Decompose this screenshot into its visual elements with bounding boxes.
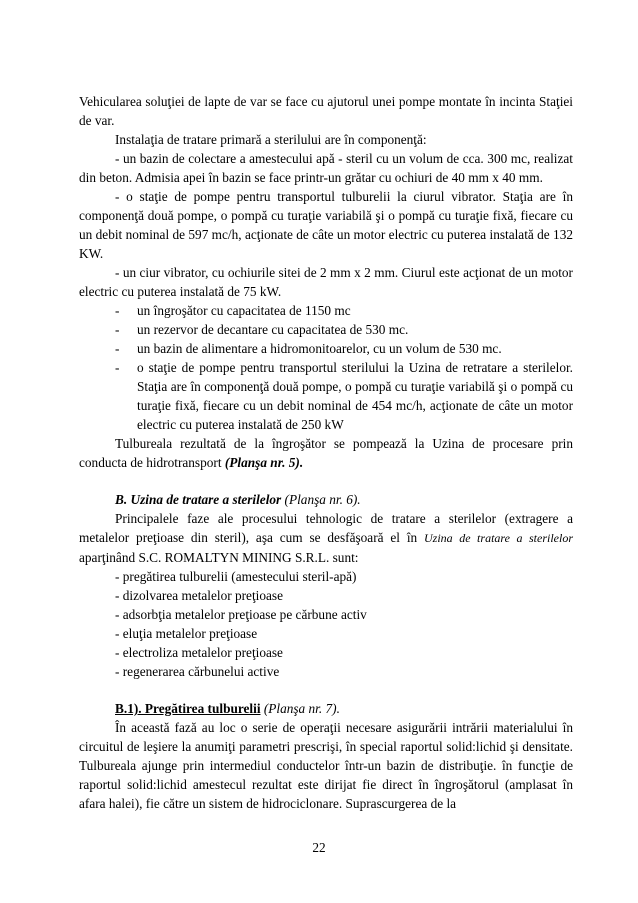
paragraph-vibrating-sieve: - un ciur vibrator, cu ochiurile sitei de 2 mm x 2 mm. Ciurul este acţionat de un motor electric cu puterea instalată de 75 kW. xyxy=(79,265,573,299)
paragraph-intro: Vehicularea soluţiei de lapte de var se face cu ajutorul unei pompe montate în incinta Staţiei de var. xyxy=(79,94,573,128)
section-b-plan-reference: (Planşa nr. 6). xyxy=(284,492,361,507)
phases-list-item: - eluţia metalelor preţioase xyxy=(115,626,258,641)
dash-list-item: - un bazin de alimentare a hidromonitoarelor, cu un volum de 530 mc. xyxy=(115,341,502,356)
phases-list-item: - electroliza metalelor preţioase xyxy=(115,645,283,660)
dash-list-item: - un rezervor de decantare cu capacitatea de 530 mc. xyxy=(115,322,409,337)
phases-list xyxy=(79,567,573,681)
paragraph-components-intro: Instalaţia de tratare primară a sterilului are în componenţă: xyxy=(115,132,427,147)
document-body xyxy=(79,92,573,813)
plan-reference: (Planşa nr. 5). xyxy=(224,455,304,470)
dash-list-item: - un îngroşător cu capacitatea de 1150 mc xyxy=(115,303,351,318)
section-b1-heading xyxy=(115,699,573,718)
dash-list-item: - o staţie de pompe pentru transportul sterilului la Uzina de retratare a sterilelor. Staţia are în componenţă două pompe, o pompă cu turaţie variabilă şi o pompă cu turaţie fixă, fiecare cu un debit nominal de 454 mc/h, acţionate de câte un motor electric cu puterea instalată de 250 kW xyxy=(115,360,573,432)
paragraph-collection-basin: - un bazin de colectare a amestecului apă - steril cu un volum de cca. 300 mc, realizat din beton. Admisia apei în bazin se face printr-un grătar cu ochiuri de 40 mm x 40 mm. xyxy=(79,151,573,185)
section-b1-title: B.1). Pregătirea tulburelii xyxy=(115,701,261,716)
phases-list-item: - regenerarea cărbunelui active xyxy=(115,664,280,679)
plant-name: Uzina de tratare a sterilelor xyxy=(424,531,573,545)
section-b1-plan-reference: (Planşa nr. 7). xyxy=(263,701,340,716)
dash-list xyxy=(79,301,573,434)
paragraph-pump-station: - o staţie de pompe pentru transportul tulburelii la ciurul vibrator. Staţia are în componenţă două pompe, o pompă cu turaţie variabilă şi o pompă cu turaţie fixă, fiecare cu un debit nominal de 597 mc/h, acţionate de câte un motor electric cu puterea instalată de 132 KW. xyxy=(79,189,573,261)
phases-list-item: - dizolvarea metalelor preţioase xyxy=(115,588,283,603)
paragraph-hydrotransport: Tulbureala rezultată de la îngroşător se pompează la Uzina de procesare prin conducta de hidrotransport (Planşa nr. 5). xyxy=(79,436,573,470)
phases-list-item: - pregătirea tulburelii (amestecului steril-apă) xyxy=(115,569,357,584)
page-number: 22 xyxy=(312,840,326,855)
section-b-title: B. Uzina de tratare a sterilelor xyxy=(115,492,282,507)
section-b-heading xyxy=(115,490,573,509)
phases-list-item: - adsorbţia metalelor preţioase pe cărbune activ xyxy=(115,607,367,622)
paragraph-pulp-preparation: În această fază au loc o serie de operaţii necesare asigurării intrării materialului în circuitul de leşiere la anumiţi parametri prescrişi, în special raportul solid:lichid şi densitate. Tulbureala ajunge prin intermediul conductelor într-un bazin de distribuţie. în funcţie de raportul solid:lichid amestecul rezultat este dirijat fie direct în îngroşătorul (amplasat în afara halei), fie către un sistem de hidrociclonare. Suprascurgerea de la xyxy=(79,720,573,811)
paragraph-main-phases: Principalele faze ale procesului tehnologic de tratare a sterilelor (extragere a metalelor preţioase din steril), aşa cum se desfăşoară el în Uzina de tratare a sterilelor aparţinând S.C. ROMALTYN MINING S.R.L. sunt: xyxy=(79,511,573,565)
